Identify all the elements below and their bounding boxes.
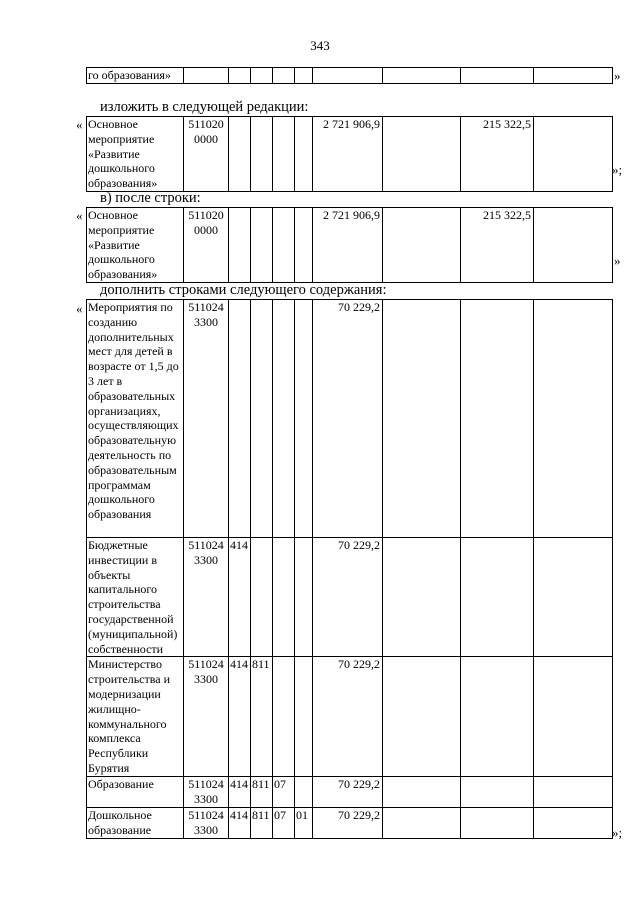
- cell-empty: [251, 68, 273, 84]
- cell-c4: [273, 538, 295, 657]
- cell-c3: [251, 538, 273, 657]
- cell-name: Министерство строительства и модернизации жилищно-коммунального комплекса Республики Бурятия: [87, 657, 184, 777]
- closing-quote: »: [614, 253, 621, 268]
- table-row: [87, 208, 613, 283]
- cell-code: 511024 3300: [184, 538, 229, 657]
- budget-table-tail: [86, 67, 613, 84]
- table-row: [87, 538, 613, 657]
- cell-name: Дошкольное образование: [87, 808, 184, 839]
- cell-code: 511024 3300: [184, 657, 229, 777]
- cell-empty: [461, 68, 534, 84]
- cell-amount-1: 70 229,2: [313, 657, 383, 777]
- closing-quote: »;: [612, 825, 623, 840]
- cell-name: Бюджетные инвестиции в объекты капитального строительства государственной (муниципальной) собственности: [87, 538, 184, 657]
- cell-empty: [383, 777, 461, 808]
- cell-name: Мероприятия по созданию дополнительных мест для детей в возрасте от 1,5 до 3 лет в образовательных организациях, осуществляющих образовательную деятельность по образовательным программам дошкольного образования: [87, 300, 184, 538]
- cell-amount-1: 70 229,2: [313, 777, 383, 808]
- cell-empty: [534, 538, 613, 657]
- cell-name: Образование: [87, 777, 184, 808]
- cell-empty: [229, 68, 251, 84]
- cell-c5: [295, 117, 313, 192]
- cell-c2: 414: [229, 808, 251, 839]
- cell-amount-1: 2 721 906,9: [313, 117, 383, 192]
- table-row: [87, 777, 613, 808]
- cell-c2: 414: [229, 777, 251, 808]
- cell-code: 511020 0000: [184, 117, 229, 192]
- cell-empty: [295, 68, 313, 84]
- cell-amount-1: 70 229,2: [313, 808, 383, 839]
- instruction-text: в) после строки:: [100, 190, 201, 206]
- instruction-text: изложить в следующей редакции:: [100, 99, 309, 115]
- closing-quote: »: [614, 68, 621, 83]
- cell-c4: 07: [273, 777, 295, 808]
- table-row: [87, 808, 613, 839]
- cell-amount-2: 215 322,5: [461, 208, 534, 283]
- cell-empty: [383, 117, 461, 192]
- cell-empty: [313, 68, 383, 84]
- cell-amount-1: 70 229,2: [313, 538, 383, 657]
- page-number: 343: [310, 38, 330, 53]
- budget-table-new-edition: [86, 116, 613, 192]
- cell-c3: [251, 117, 273, 192]
- cell-amount-2: 215 322,5: [461, 117, 534, 192]
- cell-code: 511024 3300: [184, 808, 229, 839]
- cell-code: 511024 3300: [184, 777, 229, 808]
- cell-c2: [229, 208, 251, 283]
- cell-c3: 811: [251, 657, 273, 777]
- cell-c4: 07: [273, 808, 295, 839]
- cell-empty: [383, 208, 461, 283]
- cell-empty: [534, 808, 613, 839]
- closing-quote: »;: [612, 162, 623, 177]
- cell-c5: [295, 657, 313, 777]
- table-row: [87, 300, 613, 538]
- cell-empty: [383, 300, 461, 538]
- budget-table-after-row: [86, 207, 613, 283]
- cell-c2: 414: [229, 657, 251, 777]
- cell-c5: [295, 208, 313, 283]
- instruction-text: дополнить строками следующего содержания:: [100, 282, 387, 298]
- cell-c4: [273, 208, 295, 283]
- cell-c4: [273, 117, 295, 192]
- cell-c3: [251, 300, 273, 538]
- table-row: [87, 117, 613, 192]
- cell-empty: [534, 777, 613, 808]
- opening-quote: «: [76, 208, 83, 223]
- cell-empty: [534, 117, 613, 192]
- table-row: [87, 657, 613, 777]
- cell-c5: [295, 777, 313, 808]
- cell-c5: [295, 300, 313, 538]
- cell-amount-1: 70 229,2: [313, 300, 383, 538]
- cell-c5: [295, 538, 313, 657]
- cell-amount-2: [461, 777, 534, 808]
- cell-amount-2: [461, 300, 534, 538]
- cell-empty: [534, 208, 613, 283]
- cell-c2: [229, 117, 251, 192]
- cell-name: Основное мероприятие «Развитие дошкольного образования»: [87, 208, 184, 283]
- cell-code: 511020 0000: [184, 208, 229, 283]
- cell-name: Основное мероприятие «Развитие дошкольного образования»: [87, 117, 184, 192]
- cell-amount-1: 2 721 906,9: [313, 208, 383, 283]
- opening-quote: «: [76, 117, 83, 132]
- cell-amount-2: [461, 657, 534, 777]
- cell-code: 511024 3300: [184, 300, 229, 538]
- cell-c2: 414: [229, 538, 251, 657]
- cell-empty: [383, 808, 461, 839]
- cell-empty: [383, 657, 461, 777]
- cell-empty: [534, 657, 613, 777]
- cell-empty: [184, 68, 229, 84]
- cell-c3: [251, 208, 273, 283]
- cell-empty: [534, 68, 613, 84]
- table-row: [87, 68, 613, 84]
- cell-empty: [383, 68, 461, 84]
- cell-name: го образования»: [87, 68, 184, 84]
- cell-empty: [534, 300, 613, 538]
- opening-quote: «: [76, 301, 83, 316]
- cell-amount-2: [461, 808, 534, 839]
- cell-amount-2: [461, 538, 534, 657]
- cell-c4: [273, 300, 295, 538]
- cell-c4: [273, 657, 295, 777]
- cell-empty: [273, 68, 295, 84]
- cell-c3: 811: [251, 777, 273, 808]
- cell-c3: 811: [251, 808, 273, 839]
- cell-c5: 01: [295, 808, 313, 839]
- budget-table-added-rows: [86, 299, 613, 839]
- cell-empty: [383, 538, 461, 657]
- cell-c2: [229, 300, 251, 538]
